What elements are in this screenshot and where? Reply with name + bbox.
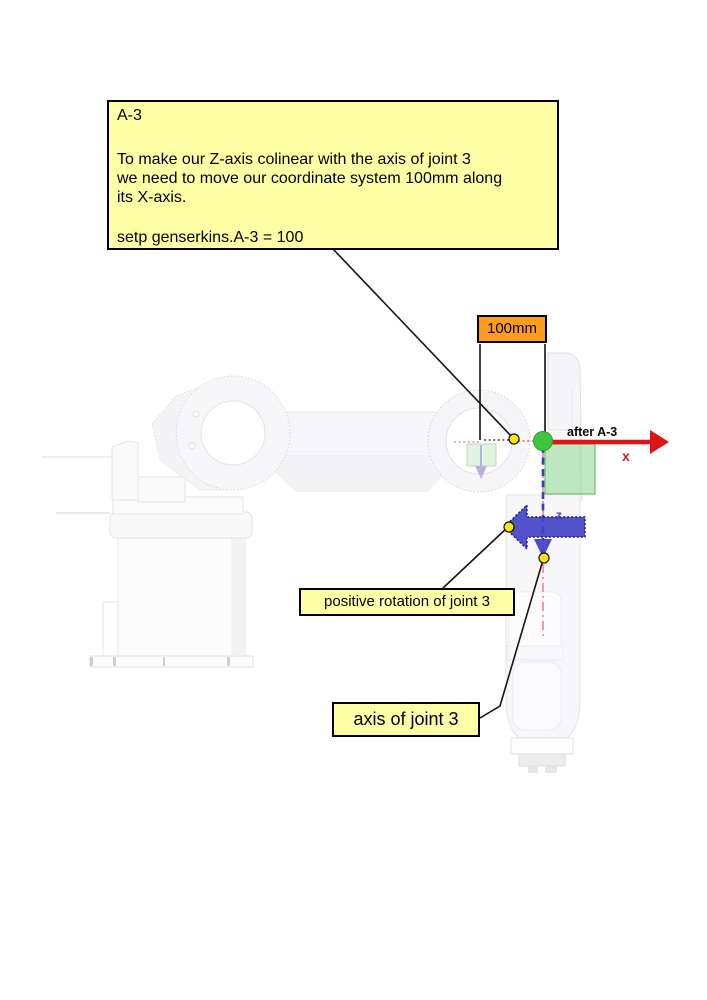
base-cylinder — [118, 533, 245, 657]
wrist-segment — [513, 662, 561, 730]
robot-arm-illustration — [42, 353, 582, 773]
wrist-flange — [511, 738, 573, 754]
base-bolt-mark — [227, 657, 230, 666]
base-bolt-mark — [113, 657, 116, 666]
shoulder-support-slab — [112, 441, 138, 500]
x-axis-label: x — [622, 448, 630, 464]
positive-rotation-callout: positive rotation of joint 3 — [299, 588, 515, 616]
base-bolt-mark — [163, 657, 165, 666]
a3-note-body-line: its X-axis. — [117, 189, 187, 206]
base-shading — [231, 535, 244, 655]
after-a3-label: after A-3 — [567, 425, 618, 439]
shoulder-bolt — [193, 411, 199, 417]
a3-note-body — [117, 150, 549, 207]
leader-anchor-dot — [504, 522, 514, 532]
base-collar-ring — [110, 512, 252, 538]
axis-of-joint-callout: axis of joint 3 — [332, 702, 480, 737]
x-axis-arrowhead — [650, 430, 669, 454]
coordinate-origin-marker — [534, 432, 553, 451]
upper-arm-underside — [258, 456, 462, 492]
leader-line-a3 — [333, 249, 513, 438]
wrist-segment — [509, 592, 561, 654]
shoulder-joint-hub — [201, 401, 265, 465]
a3-note-callout — [107, 100, 559, 250]
leader-anchor-dot — [539, 553, 549, 563]
a3-note-body-line: To make our Z-axis colinear with the axis of joint 3 — [117, 151, 471, 168]
leader-line-rotation — [443, 527, 508, 588]
dimension-label: 100mm — [477, 315, 547, 343]
tool-mount — [519, 754, 565, 766]
z-axis-label: z — [556, 508, 562, 522]
a3-note-body-line: we need to move our coordinate system 100mm along — [117, 170, 503, 187]
xy-plane-after-square — [545, 444, 595, 494]
base-bolt-mark — [90, 657, 93, 666]
tool-bolt — [545, 766, 557, 773]
a3-note-title: A-3 — [117, 107, 142, 124]
shoulder-support-step — [138, 477, 185, 502]
a3-note-command: setp genserkins.A-3 = 100 — [117, 229, 304, 246]
shoulder-bolt — [189, 443, 195, 449]
leader-anchor-dot — [509, 434, 519, 444]
tool-bolt — [528, 766, 538, 773]
